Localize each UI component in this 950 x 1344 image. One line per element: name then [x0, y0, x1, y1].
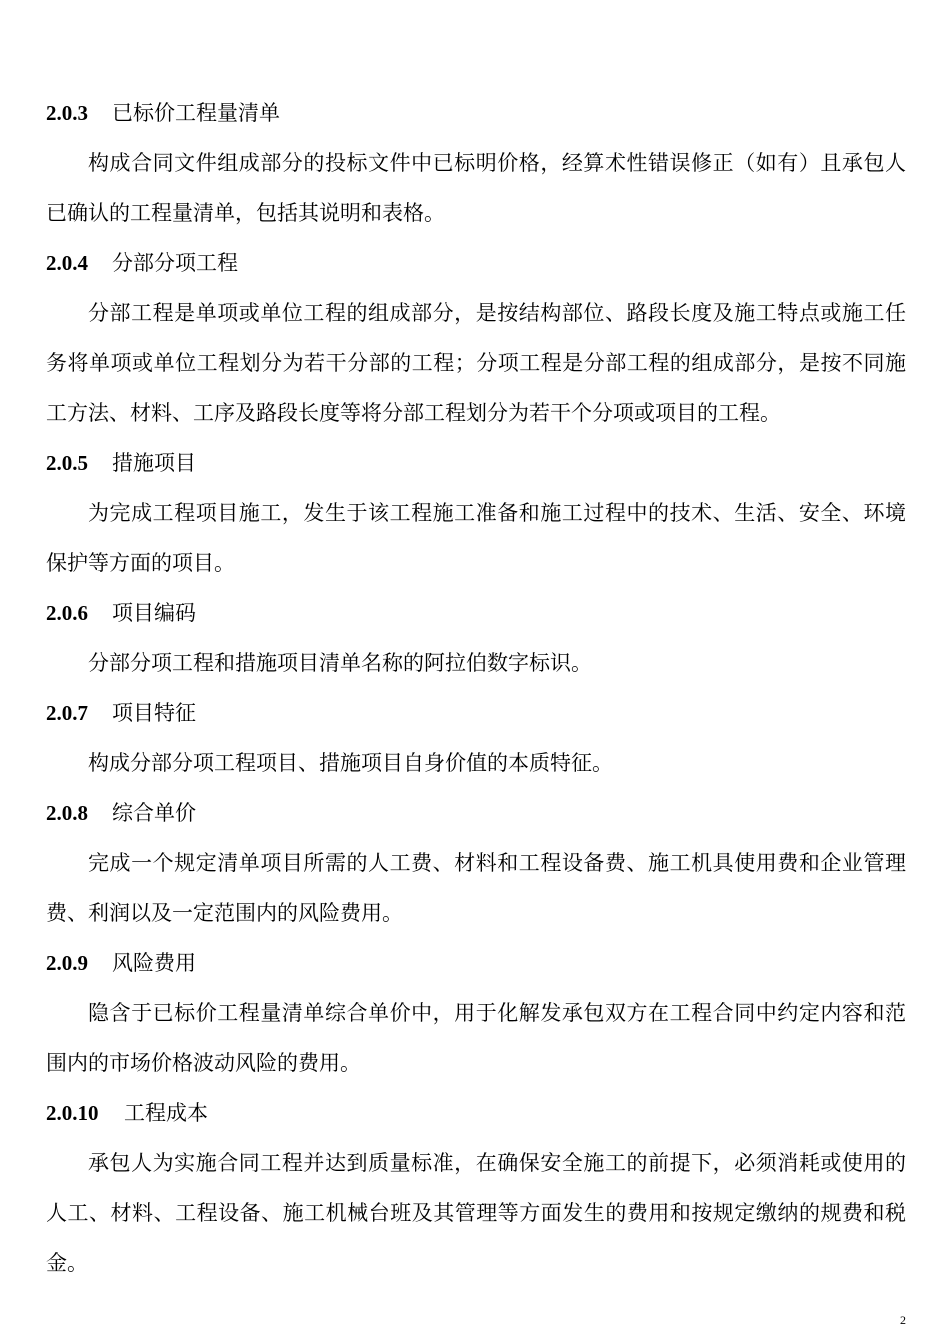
section-heading	[46, 1088, 906, 1138]
section-heading	[46, 588, 906, 638]
section-number: 2.0.7	[46, 701, 88, 725]
page-number: 2	[900, 1313, 906, 1327]
section-heading	[46, 238, 906, 288]
section-number: 2.0.6	[46, 601, 88, 625]
section-2-0-3	[46, 88, 906, 238]
section-number: 2.0.4	[46, 251, 88, 275]
section-paragraph: 构成分部分项工程项目、措施项目自身价值的本质特征。	[88, 751, 613, 775]
section-number: 2.0.10	[46, 1101, 99, 1125]
section-2-0-10	[46, 1088, 906, 1288]
section-title: 措施项目	[112, 451, 196, 475]
section-title: 工程成本	[124, 1101, 208, 1125]
section-paragraph: 构成合同文件组成部分的投标文件中已标明价格，经算术性错误修正（如有）且承包人已确认的工程量清单，包括其说明和表格。	[46, 151, 906, 225]
section-paragraph: 完成一个规定清单项目所需的人工费、材料和工程设备费、施工机具使用费和企业管理费、利润以及一定范围内的风险费用。	[46, 851, 906, 925]
section-2-0-6	[46, 588, 906, 688]
section-paragraph: 隐含于已标价工程量清单综合单价中，用于化解发承包双方在工程合同中约定内容和范围内的市场价格波动风险的费用。	[46, 1001, 906, 1075]
section-heading	[46, 88, 906, 138]
section-2-0-8	[46, 788, 906, 938]
section-title: 风险费用	[112, 951, 196, 975]
section-paragraph: 分部分项工程和措施项目清单名称的阿拉伯数字标识。	[88, 651, 592, 675]
section-number: 2.0.9	[46, 951, 88, 975]
section-title: 分部分项工程	[112, 251, 238, 275]
section-number: 2.0.8	[46, 801, 88, 825]
section-title: 综合单价	[112, 801, 196, 825]
section-heading	[46, 688, 906, 738]
section-heading	[46, 788, 906, 838]
section-paragraph: 承包人为实施合同工程并达到质量标准，在确保安全施工的前提下，必须消耗或使用的人工、材料、工程设备、施工机械台班及其管理等方面发生的费用和按规定缴纳的规费和税金。	[46, 1151, 906, 1275]
section-title: 已标价工程量清单	[112, 101, 280, 125]
section-2-0-4	[46, 238, 906, 438]
section-title: 项目特征	[112, 701, 196, 725]
section-heading	[46, 938, 906, 988]
section-number: 2.0.3	[46, 101, 88, 125]
section-number: 2.0.5	[46, 451, 88, 475]
section-2-0-7	[46, 688, 906, 788]
section-2-0-5	[46, 438, 906, 588]
section-paragraph: 为完成工程项目施工，发生于该工程施工准备和施工过程中的技术、生活、安全、环境保护等方面的项目。	[46, 501, 906, 575]
section-heading	[46, 438, 906, 488]
section-paragraph: 分部工程是单项或单位工程的组成部分，是按结构部位、路段长度及施工特点或施工任务将单项或单位工程划分为若干分部的工程；分项工程是分部工程的组成部分，是按不同施工方法、材料、工序及路段长度等将分部工程划分为若干个分项或项目的工程。	[46, 301, 906, 425]
document-body	[46, 88, 906, 1288]
section-title: 项目编码	[112, 601, 196, 625]
section-2-0-9	[46, 938, 906, 1088]
